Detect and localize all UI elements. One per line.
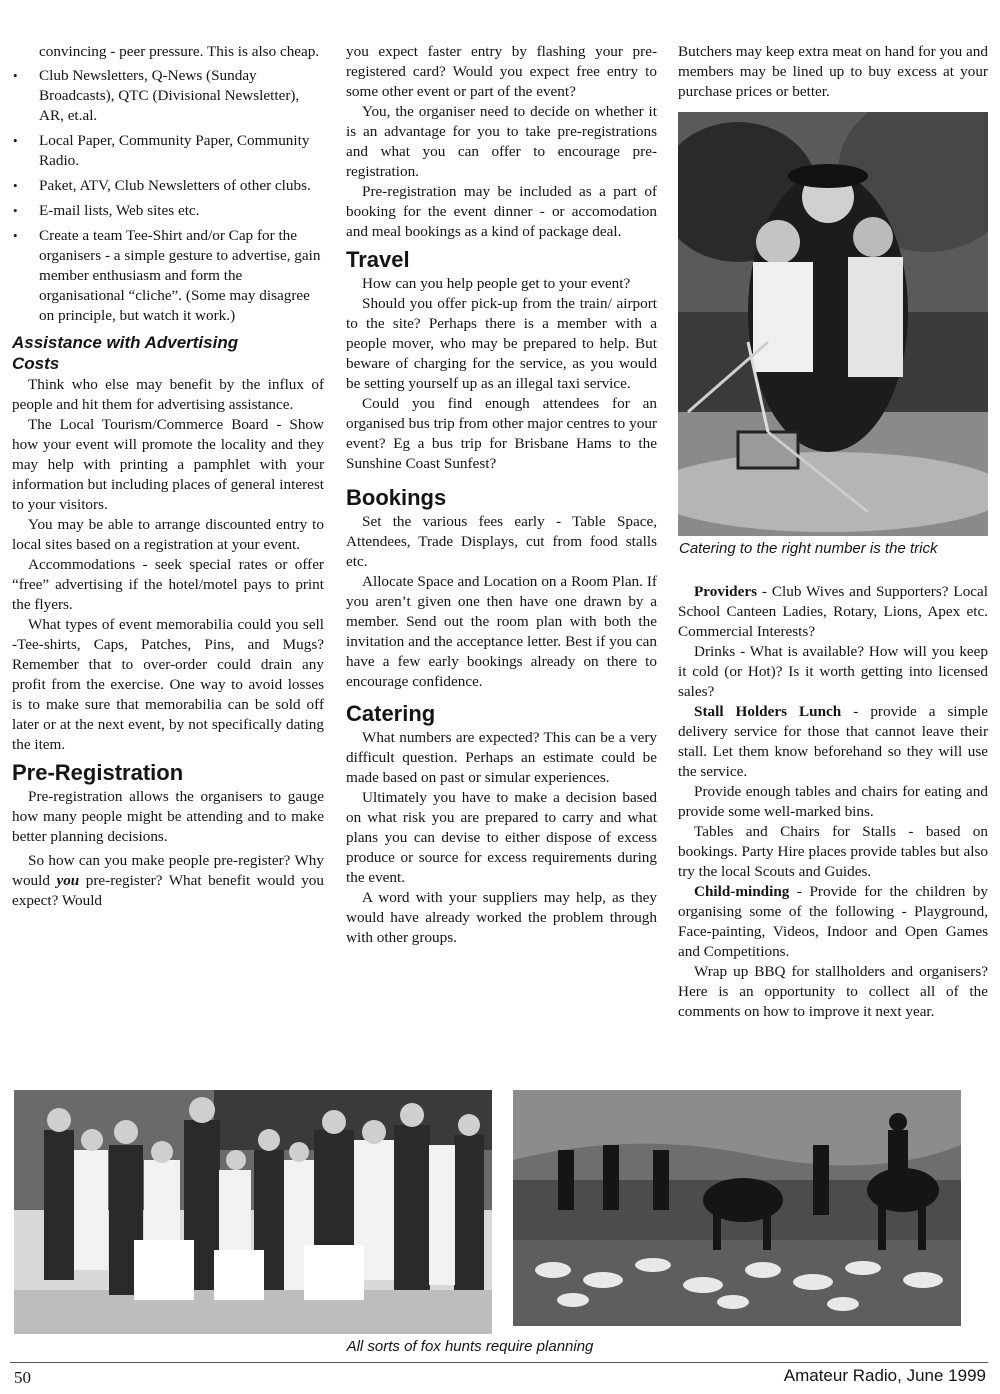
group-photo-image [14, 1090, 492, 1334]
footer-rule [10, 1362, 988, 1363]
catering-photo-caption: Catering to the right number is the trick [679, 540, 938, 557]
paragraph: Pre-registration allows the organisers to gauge how many people might be attending and to make better planning decisions. [12, 788, 324, 845]
lead-term: Child-minding [694, 883, 790, 900]
paragraph: Accommodations - seek special rates or offer “free” advertising if the hotel/motel pays to print the flyers. [12, 556, 324, 613]
paragraph: So how can you make people pre-register? Why would you pre-register? What benefit would you expect? Would [12, 852, 324, 909]
column-3 [678, 42, 988, 102]
paragraph: you expect faster entry by flashing your pre-registered card? Would you expect free entry to some other event or part of the event? [346, 43, 657, 100]
emphasis: you [56, 872, 80, 889]
lead-term: Providers [694, 583, 757, 600]
column-2 [346, 42, 657, 948]
catering-photo [678, 112, 988, 536]
paragraph: What types of event memorabilia could you sell -Tee-shirts, Caps, Patches, Pins, and Mugs? Remember that to over-order could drain any profit from the exercise. One way to avoid losses is to make sure that memorabilia can be sold off later or at the next event, by not specifically dating the item. [12, 616, 324, 753]
paragraph: Set the various fees early - Table Space, Attendees, Trade Displays, cut from food stalls etc. [346, 513, 657, 570]
bullet-icon: • [13, 203, 18, 218]
section-heading-advertising-costs: Assistance with Advertising Costs [12, 333, 239, 373]
column-3-lower [678, 582, 988, 1022]
bullet-item: • Paket, ATV, Club Newsletters of other clubs. [13, 177, 311, 194]
paragraph: You may be able to arrange discounted entry to local sites based on a registration at your event. [12, 516, 324, 553]
bullet-icon: • [13, 228, 18, 243]
paragraph: Drinks - What is available? How will you keep it cold (or Hot)? Is it worth getting into licensed sales? [678, 643, 988, 700]
publicity-bullet-list [12, 66, 324, 326]
group-photo [14, 1090, 492, 1334]
lead-term: Stall Holders Lunch [694, 703, 842, 720]
fox-hunt-photo [513, 1090, 961, 1326]
paragraph: What numbers are expected? This can be a very difficult question. Perhaps an estimate could be made based on past or simular experiences. [346, 729, 657, 786]
paragraph: Child-minding - Provide for the children by organising some of the following - Playground, Face-painting, Videos, Indoor and Open Games and Competitions. [678, 883, 988, 960]
paragraph: A word with your suppliers may help, as they would have already worked the problem through with other groups. [346, 889, 657, 946]
paragraph: Ultimately you have to make a decision based on what risk you are prepared to carry and what plans you can devise to either dispose of excess produce or source for excess requirements during the event. [346, 789, 657, 886]
bullet-icon: • [13, 178, 18, 193]
fox-hunt-photo-image [513, 1090, 961, 1326]
continued-bullet-text: convincing - peer pressure. This is also cheap. [39, 43, 320, 60]
bullet-icon: • [13, 133, 18, 148]
section-heading-travel: Travel [346, 247, 410, 272]
bullet-item: • E-mail lists, Web sites etc. [13, 202, 200, 219]
bullet-item: • Create a team Tee-Shirt and/or Cap for the organisers - a simple gesture to advertise, gain member enthusiasm and form the organisational “cliche”. (Some may disagree on principle, but watch it work.) [13, 227, 321, 324]
paragraph: Think who else may benefit by the influx of people and hit them for advertising assistance. [12, 376, 324, 413]
page-number: 50 [14, 1368, 31, 1387]
section-heading-catering: Catering [346, 701, 436, 726]
bullet-item: • Local Paper, Community Paper, Community Radio. [13, 132, 310, 169]
paragraph: How can you help people get to your event? [362, 275, 631, 292]
paragraph: Tables and Chairs for Stalls - based on bookings. Party Hire places provide tables but also try the local Scouts and Guides. [678, 823, 988, 880]
section-heading-bookings: Bookings [346, 485, 447, 510]
paragraph: Allocate Space and Location on a Room Plan. If you aren’t given one then have one drawn by a member. Send out the room plan with both the invitation and the acceptance letter. Best if you can have a few early bookings already on there to encourage confidence. [346, 573, 657, 690]
journal-title: Amateur Radio, June 1999 [783, 1366, 986, 1385]
paragraph: Pre-registration may be included as a part of booking for the event dinner - or accomodation and meal bookings as a kind of package deal. [346, 183, 657, 240]
paragraph: Could you find enough attendees for an organised bus trip from other major centres to your event? Eg a bus trip for Brisbane Hams to the Sunshine Coast Sunfest? [346, 395, 657, 472]
section-heading-pre-registration: Pre-Registration [12, 760, 184, 785]
paragraph: You, the organiser need to decide on whether it is an advantage for you to take pre-registrations and what you can offer to encourage pre-registration. [346, 103, 657, 180]
paragraph: The Local Tourism/Commerce Board - Show how your event will promote the locality and they may help with printing a pamphlet with your information but including places of general interest to your visitors. [12, 416, 324, 513]
paragraph: Butchers may keep extra meat on hand for you and members may be lined up to buy excess at your purchase prices or better. [678, 43, 988, 100]
catering-photo-image [678, 112, 988, 536]
paragraph: Wrap up BBQ for stallholders and organisers? Here is an opportunity to collect all of the comments on how to improve it next year. [678, 963, 988, 1020]
paragraph: Stall Holders Lunch - provide a simple delivery service for those that cannot leave their stall. Let them know beforehand so they will use the service. [678, 703, 988, 780]
paragraph: Providers - Club Wives and Supporters? Local School Canteen Ladies, Rotary, Lions, Apex etc. Commercial Interests? [678, 583, 988, 640]
column-1 [12, 42, 324, 911]
bullet-item: • Club Newsletters, Q-News (Sunday Broadcasts), QTC (Divisional Newsletter), AR, et.al. [13, 67, 300, 124]
paragraph: Should you offer pick-up from the train/ airport to the site? Perhaps there is a member with a people mover, who may be prepared to help. But beware of charging for the service, as you would be setting yourself up as an illegal taxi service. [346, 295, 657, 392]
paragraph: Provide enough tables and chairs for eating and provide some well-marked bins. [678, 783, 988, 820]
fox-hunt-caption: All sorts of fox hunts require planning [346, 1338, 594, 1355]
bullet-icon: • [13, 68, 18, 83]
